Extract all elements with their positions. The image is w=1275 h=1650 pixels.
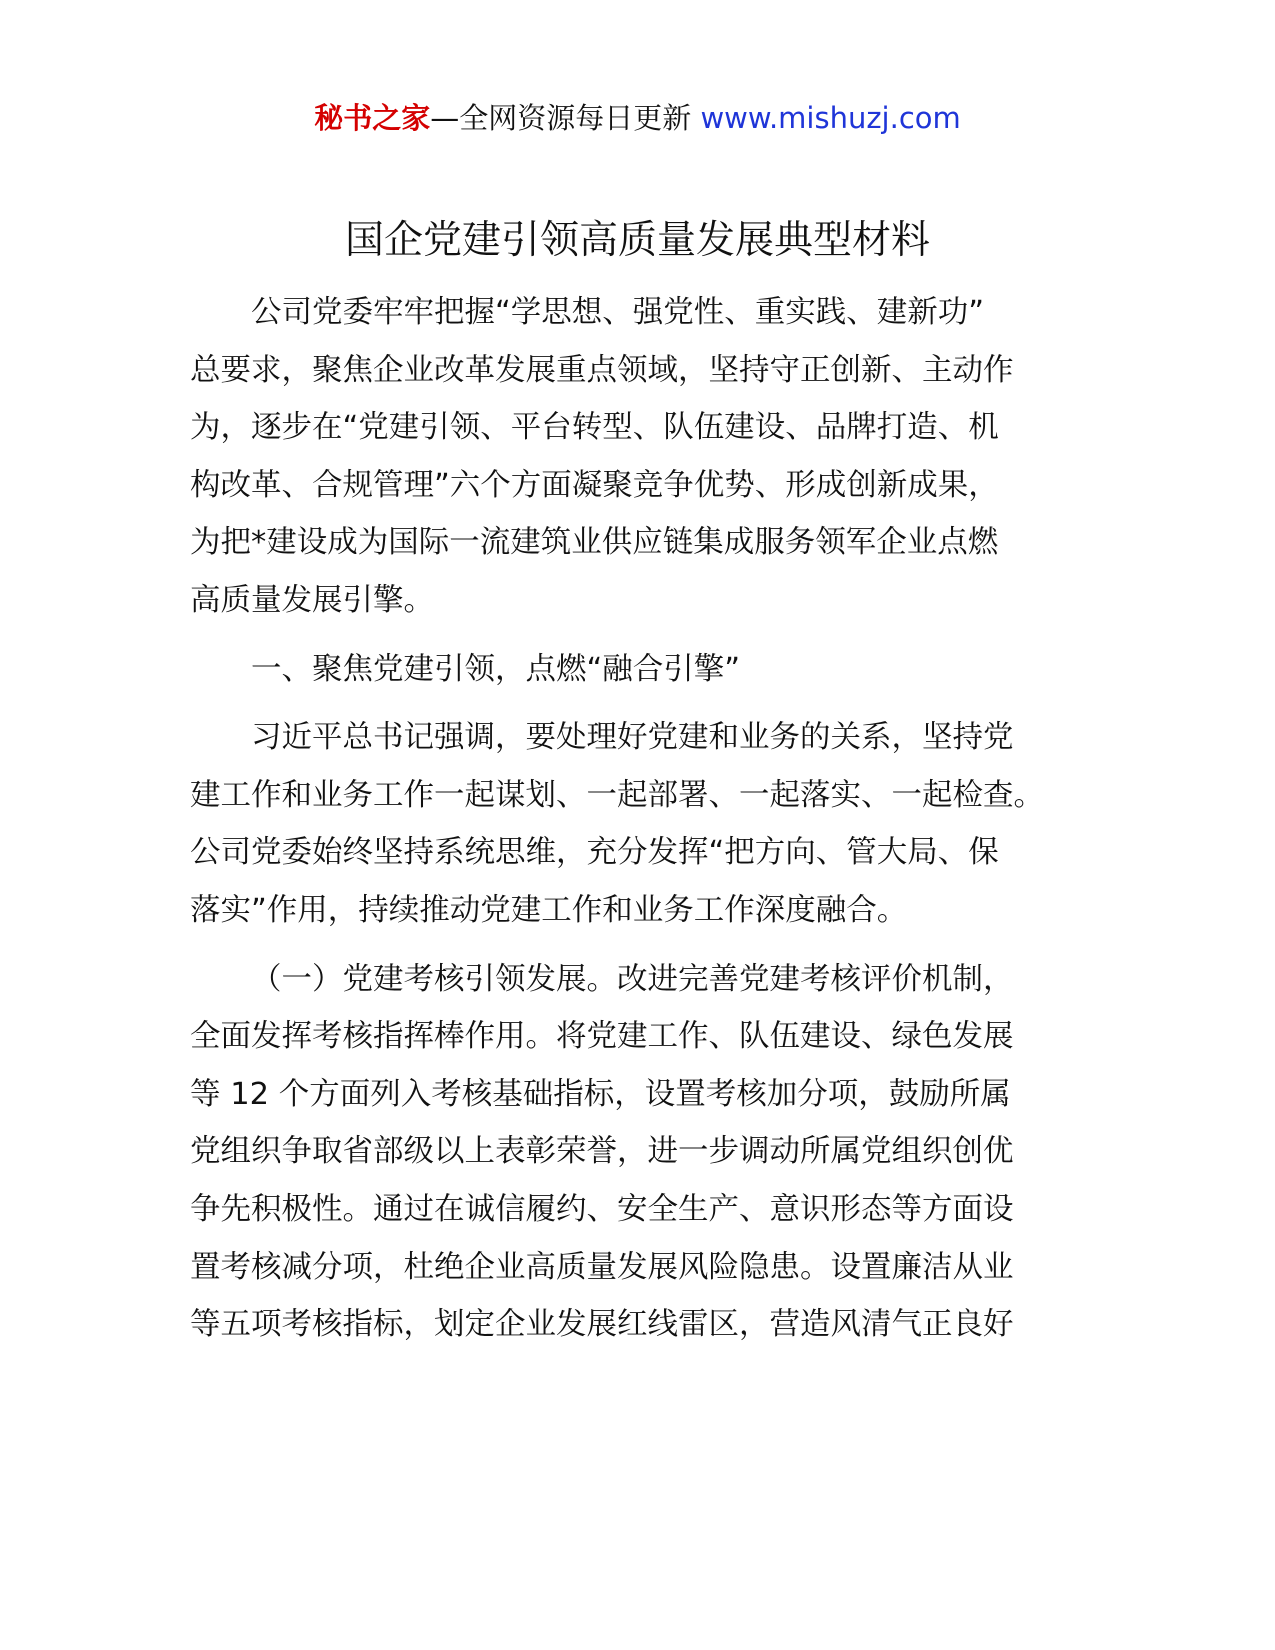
document-body [190, 284, 1090, 1365]
paragraph-line: 公司党委始终坚持系统思维，充分发挥“把方向、管大局、保 [190, 835, 999, 871]
site-url-link[interactable]: www.mishuzj.com [700, 101, 961, 135]
paragraph-line: （一）党建考核引领发展。改进完善党建考核评价机制， [251, 961, 1014, 997]
section-heading [190, 641, 1090, 699]
paragraph-line: 公司党委牢牢把握“学思想、强党性、重实践、建新功” [251, 295, 985, 330]
paragraph-line: 建工作和业务工作一起谋划、一起部署、一起落实、一起检查。 [190, 777, 1044, 813]
paragraph-line: 党组织争取省部级以上表彰荣誉，进一步调动所属党组织创优 [190, 1134, 1014, 1170]
paragraph-line: 等 12 个方面列入考核基础指标，设置考核加分项，鼓励所属 [190, 1076, 1011, 1112]
paragraph-intro [190, 284, 1090, 630]
section-heading-text: 一、聚焦党建引领，点燃“融合引擎” [251, 651, 741, 687]
paragraph-subsection-1 [190, 951, 1090, 1354]
paragraph-line: 构改革、合规管理”六个方面凝聚竞争优势、形成创新成果， [190, 467, 999, 503]
paragraph-line: 全面发挥考核指挥棒作用。将党建工作、队伍建设、绿色发展 [190, 1019, 1014, 1055]
paragraph-section-1 [190, 709, 1090, 939]
paragraph-line: 等五项考核指标，划定企业发展红线雷区，营造风清气正良好 [190, 1307, 1014, 1343]
paragraph-line: 为，逐步在“党建引领、平台转型、队伍建设、品牌打造、机 [190, 410, 999, 446]
site-brand-name: 秘书之家 [314, 101, 431, 135]
site-tagline: —全网资源每日更新 [430, 101, 701, 135]
document-title: 国企党建引领高质量发展典型材料 [344, 218, 930, 263]
paragraph-line: 落实”作用，持续推动党建工作和业务工作深度融合。 [190, 892, 908, 928]
paragraph-line: 置考核减分项，杜绝企业高质量发展风险隐患。设置廉洁从业 [190, 1249, 1014, 1285]
paragraph-line: 习近平总书记强调，要处理好党建和业务的关系，坚持党 [251, 720, 1014, 756]
paragraph-line: 高质量发展引擎。 [190, 582, 434, 618]
site-header-banner [0, 96, 1275, 140]
paragraph-line: 总要求，聚焦企业改革发展重点领域，坚持守正创新、主动作 [190, 352, 1014, 388]
paragraph-line: 为把*建设成为国际一流建筑业供应链集成服务领军企业点燃 [190, 525, 999, 561]
paragraph-line: 争先积极性。通过在诚信履约、安全生产、意识形态等方面设 [190, 1191, 1014, 1227]
